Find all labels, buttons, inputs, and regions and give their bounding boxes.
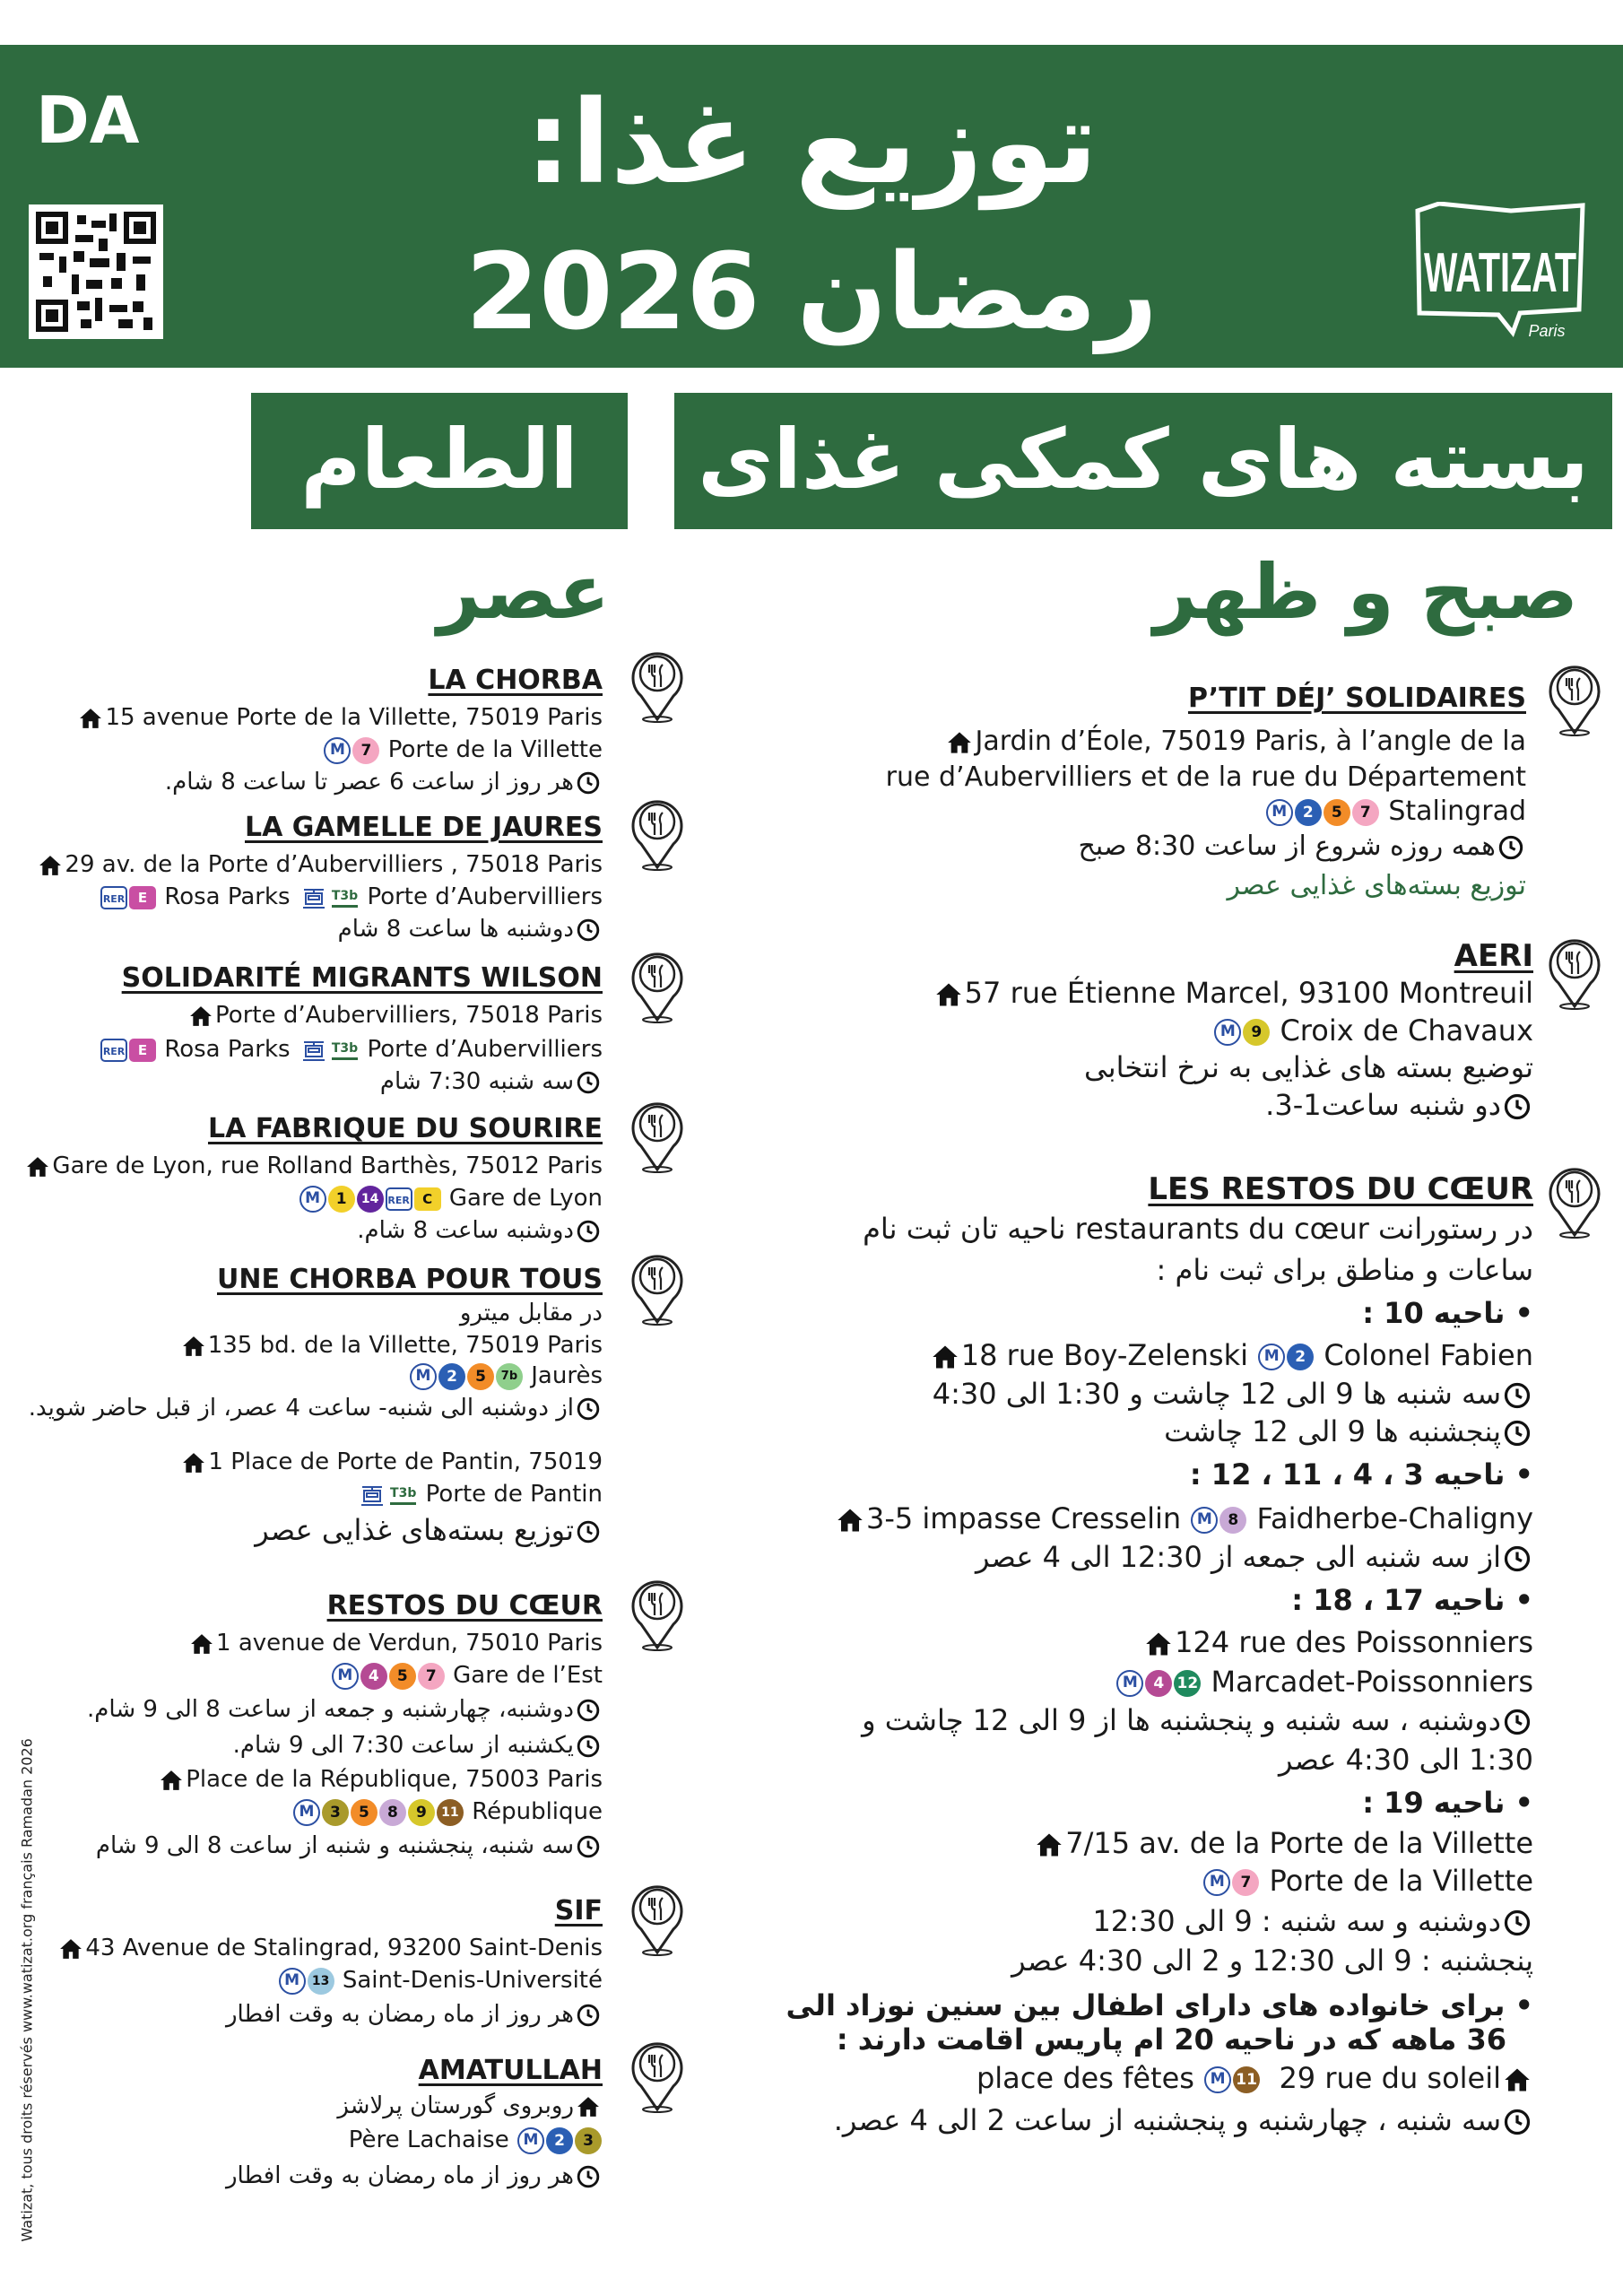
zone-19-heading: • ناحیه 19 :	[1362, 1786, 1533, 1820]
families-note: • برای خانواده های دارای اطفال بین سنین نوزاد الی	[785, 1988, 1533, 2022]
address-amatullah	[337, 2090, 603, 2122]
clock-icon	[577, 918, 600, 942]
note-une-chorba-2	[255, 1510, 603, 1550]
zone-10-schedule-2	[1164, 1412, 1533, 1451]
schedule-text: از سه شنبه الی جمعه از 12:30 الی 4 عصر	[975, 1540, 1501, 1574]
metro-icon: M	[1214, 1019, 1241, 1046]
station-name: Marcadet-Poissonniers	[1211, 1665, 1533, 1699]
home-icon	[935, 981, 962, 1008]
metro-icon: M	[299, 1186, 326, 1213]
transport-aeri	[1213, 1012, 1533, 1049]
line-13-badge: 13	[308, 1968, 334, 1995]
zone-10-heading: • ناحیه 10 :	[1362, 1296, 1533, 1330]
metro-icon: M	[1116, 1670, 1143, 1697]
transport-ptit-dej	[1265, 793, 1526, 831]
station-name: Saint-Denis-Université	[342, 1967, 603, 1994]
clock-icon	[1498, 835, 1523, 860]
section-title-food-packages: بسته های کمکی غذای	[674, 393, 1612, 529]
zone-3-heading: • ناحیه 3 ، 4 ، 11 ، 12 :	[1189, 1457, 1533, 1492]
station-name: Croix de Chavaux	[1280, 1013, 1533, 1048]
place-name-la-chorba: LA CHORBA	[428, 665, 603, 696]
line-2-badge: 2	[1287, 1344, 1314, 1370]
home-icon	[1145, 1631, 1172, 1657]
note-aeri: توضیع بسته های غذایی به نرخ انتخابی	[1084, 1050, 1533, 1084]
clock-icon	[1504, 1382, 1531, 1409]
schedule-une-chorba	[29, 1392, 603, 1424]
zone-10-schedule-1	[933, 1374, 1533, 1413]
clock-icon	[577, 1220, 600, 1243]
place-name-amatullah: AMATULLAH	[418, 2055, 603, 2086]
zone-19-schedule-1	[1092, 1901, 1533, 1941]
station-name: Rosa Parks	[164, 1036, 291, 1063]
address-line: 124 rue des Poissonniers	[1175, 1625, 1533, 1659]
schedule-text: هر روز از ماه رمضان به وقت افطار	[225, 2001, 574, 2028]
clock-icon	[577, 771, 600, 795]
schedule-restos-left-2	[233, 1729, 603, 1761]
schedule-text: دو شنبه ساعت1-3.	[1265, 1088, 1501, 1122]
zone-3-address	[834, 1500, 1533, 1537]
address-line: 18 rue Boy-Zelenski	[960, 1338, 1248, 1372]
line-1-badge: 1	[328, 1186, 355, 1213]
station-name: Gare de l’Est	[453, 1662, 603, 1689]
address-fabrique	[23, 1150, 603, 1182]
schedule-text: دوشنبه و سه شنبه : 9 الی 12:30	[1092, 1904, 1501, 1938]
address-line: 3-5 impasse Cresselin	[865, 1501, 1182, 1535]
schedule-wilson	[380, 1065, 603, 1098]
station-name: Porte de la Villette	[387, 736, 603, 763]
address-line: 1 Place de Porte de Pantin, 75019	[208, 1448, 603, 1475]
zone-label: ناحیه 19 :	[1362, 1786, 1506, 1820]
metro-icon: M	[517, 2127, 544, 2154]
metro-icon: M	[293, 1799, 320, 1826]
address-wilson	[187, 999, 603, 1031]
address-line: 57 rue Étienne Marcel, 93100 Montreuil	[964, 976, 1533, 1010]
transport-restos-left-2	[292, 1796, 603, 1828]
transport-restos-left	[331, 1659, 603, 1692]
metro-icon: M	[1203, 1869, 1230, 1896]
place-name-aeri: AERI	[1454, 938, 1533, 974]
families-schedule	[834, 2100, 1533, 2140]
line-7-badge: 7	[1352, 799, 1379, 826]
home-icon	[59, 1937, 82, 1961]
zone-3-schedule	[976, 1537, 1533, 1577]
rer-c-badge: C	[414, 1187, 441, 1211]
zone-17-transport	[1115, 1663, 1533, 1700]
metro-icon: M	[279, 1968, 306, 1995]
main-subtitle: رمضان 2026	[465, 230, 1158, 353]
line-8-badge: 8	[1219, 1507, 1246, 1534]
logo-text: WATIZAT	[1424, 242, 1577, 304]
clock-icon	[1504, 1093, 1531, 1120]
intro-restos-2: ساعات و مناطق برای ثبت نام :	[1156, 1253, 1533, 1287]
home-icon	[932, 1344, 959, 1370]
note-une-chorba: در مقابل میترو	[459, 1300, 603, 1326]
column-title-morning-noon: صبح و ظهر	[1153, 548, 1578, 636]
station-name: Porte d’Aubervilliers	[367, 1036, 603, 1063]
home-icon	[577, 2095, 600, 2118]
note-ptit-dej: توزیع بسته‌های غذایی عصر	[1227, 870, 1526, 901]
food-location-icon	[629, 2036, 685, 2113]
line-4-badge: 4	[1145, 1670, 1172, 1697]
section-title-meals: الطعام	[251, 393, 628, 529]
address-line: Jardin d’Éole, 75019 Paris, à l’angle de la	[975, 726, 1526, 757]
transport-une-chorba-2	[356, 1478, 603, 1510]
line-7-badge: 7	[418, 1663, 445, 1690]
tram-t3b-badge: T3b	[332, 1039, 358, 1060]
place-name-la-gamelle: LA GAMELLE DE JAURES	[245, 812, 603, 843]
schedule-la-gamelle	[338, 913, 603, 945]
address-line: 29 av. de la Porte d’Aubervilliers , 75018 Paris	[65, 851, 603, 878]
rer-e-badge: E	[129, 1039, 156, 1062]
line-4-badge: 4	[360, 1663, 387, 1690]
home-icon	[837, 1507, 864, 1534]
address-line: Porte d’Aubervilliers, 75018 Paris	[215, 1002, 603, 1029]
home-icon	[182, 1335, 205, 1358]
schedule-ptit-dej	[1079, 827, 1526, 866]
food-location-icon	[629, 646, 685, 723]
intro-restos: در رستورانت restaurants du cœur ناحیه تان ثبت نام	[863, 1212, 1533, 1246]
rer-e-badge: E	[129, 886, 156, 909]
families-text: برای خانواده های دارای اطفال بین سنین نوزاد الی	[785, 1988, 1506, 2022]
schedule-text: هر روز از ماه رمضان به وقت افطار	[225, 2162, 574, 2189]
food-location-icon	[1547, 659, 1602, 736]
clock-icon	[1504, 2109, 1531, 2135]
line-12-badge: 12	[1174, 1670, 1201, 1697]
zone-10-address	[929, 1336, 1533, 1374]
language-code: DA	[36, 83, 140, 158]
food-location-icon	[629, 1096, 685, 1173]
address-line: 7/15 av. de la Porte de la Villette	[1065, 1826, 1533, 1860]
schedule-text: پنجشنبه ها 9 الی 12 چاشت	[1164, 1414, 1501, 1448]
tram-icon	[359, 1483, 386, 1507]
home-icon	[190, 1632, 213, 1656]
metro-icon: M	[332, 1663, 359, 1690]
station-name: Gare de Lyon	[448, 1185, 603, 1212]
station-name: Jaurès	[531, 1362, 603, 1389]
line-11-badge: 11	[437, 1799, 464, 1826]
schedule-text: سه شنبه، پنجشنبه و شنبه از ساعت 8 الی 9 شام	[95, 1832, 574, 1859]
place-name-une-chorba: UNE CHORBA POUR TOUS	[217, 1264, 603, 1295]
address-line: 15 avenue Porte de la Villette, 75019 Paris	[105, 704, 603, 731]
home-icon	[79, 707, 102, 730]
address-ptit-dej	[944, 723, 1526, 761]
transport-la-gamelle	[100, 881, 603, 913]
station-name: République	[472, 1798, 603, 1825]
line-2-badge: 2	[1295, 799, 1322, 826]
address-line: 135 bd. de la Villette, 75019 Paris	[207, 1332, 603, 1359]
transport-une-chorba	[409, 1360, 603, 1392]
address-line: روبروی گورستان پرلاشز	[337, 2092, 574, 2119]
address-restos-left-2	[157, 1763, 603, 1796]
home-icon	[26, 1155, 49, 1178]
transport-amatullah	[349, 2124, 603, 2156]
schedule-text: دوشنبه ، سه شنبه و پنجشنبه ها از 9 الی 12 چاشت و	[862, 1703, 1501, 1737]
schedule-fabrique	[357, 1214, 603, 1247]
station-name: Porte de la Villette	[1269, 1864, 1533, 1898]
clock-icon	[1504, 1420, 1531, 1447]
place-name-restos-du-coeur: LES RESTOS DU CŒUR	[1148, 1171, 1533, 1207]
schedule-text: همه روزه شروع از ساعت 8:30 صبح	[1078, 831, 1496, 862]
schedule-text: دوشنبه ها ساعت 8 شام	[337, 916, 574, 943]
schedule-text: توزیع بسته‌های غذایی عصر	[255, 1513, 574, 1547]
clock-icon	[577, 1699, 600, 1722]
copyright-credit: Watizat, tous droits réservés www.watizat.org français Ramadan 2026	[18, 1738, 36, 2242]
home-icon	[39, 854, 62, 877]
clock-icon	[577, 2165, 600, 2188]
clock-icon	[577, 1520, 600, 1544]
tram-t3b-badge: T3b	[332, 887, 358, 908]
food-location-icon	[629, 946, 685, 1023]
schedule-text: دوشنبه ساعت 8 شام.	[357, 1217, 574, 1244]
line-14-badge: 14	[357, 1186, 384, 1213]
tram-t3b-badge: T3b	[390, 1484, 416, 1505]
zone-17-schedule-cont: 1:30 الی 4:30 عصر	[1278, 1743, 1533, 1777]
line-7b-badge: 7b	[496, 1363, 523, 1390]
food-location-icon	[629, 1248, 685, 1326]
line-7-badge: 7	[352, 737, 379, 764]
schedule-sif	[226, 1998, 603, 2031]
station-name: Porte de Pantin	[425, 1481, 603, 1508]
logo-subtext: Paris	[1528, 322, 1566, 340]
zone-17-schedule	[862, 1700, 1533, 1740]
metro-icon: M	[1204, 2066, 1231, 2093]
address-line: 1 avenue de Verdun, 75010 Paris	[216, 1630, 603, 1657]
metro-icon: M	[1266, 799, 1293, 826]
line-8-badge: 8	[379, 1799, 406, 1826]
tram-icon	[300, 1039, 327, 1062]
home-icon	[947, 730, 972, 755]
food-location-icon	[629, 1879, 685, 1956]
address-la-gamelle	[36, 848, 603, 881]
zone-17-heading: • ناحیه 17 ، 18 :	[1291, 1583, 1533, 1617]
rer-icon: RER	[100, 1039, 127, 1062]
clock-icon	[1504, 1909, 1531, 1936]
schedule-text: یکشنبه از ساعت 7:30 الی 9 شام.	[232, 1732, 574, 1759]
schedule-la-chorba	[165, 766, 603, 798]
station-name: Rosa Parks	[164, 883, 291, 910]
food-location-icon	[629, 1574, 685, 1651]
schedule-text: سه شنبه ها 9 الی 12 چاشت و 1:30 الی 4:30	[932, 1377, 1501, 1411]
address-line: rue d’Aubervilliers et de la rue du Département	[885, 761, 1526, 793]
tram-icon	[300, 886, 327, 909]
address-sif	[56, 1932, 603, 1964]
clock-icon	[577, 1071, 600, 1094]
address-line: Gare de Lyon, rue Rolland Barthès, 75012 Paris	[52, 1152, 603, 1179]
station-name: place des fêtes	[976, 2061, 1194, 2095]
address-line: 43 Avenue de Stalingrad, 93200 Saint-Denis	[85, 1935, 603, 1961]
families-note-2: 36 ماهه که در ناحیه 20 ام پاریس اقامت دارند :	[836, 2022, 1506, 2057]
line-3-badge: 3	[322, 1799, 349, 1826]
line-9-badge: 9	[1243, 1019, 1270, 1046]
schedule-text: از دوشنبه الی شنبه- ساعت 4 عصر، از قبل حاضر شوید.	[28, 1395, 574, 1422]
transport-fabrique	[299, 1182, 603, 1214]
line-5-badge: 5	[351, 1799, 378, 1826]
metro-icon: M	[410, 1363, 437, 1390]
schedule-restos-left-3	[96, 1830, 603, 1862]
schedule-aeri	[1265, 1085, 1533, 1125]
address-aeri	[933, 974, 1533, 1012]
address-la-chorba	[76, 701, 603, 734]
place-name-wilson: SOLIDARITÉ MIGRANTS WILSON	[121, 962, 603, 994]
line-7-badge: 7	[1232, 1869, 1259, 1896]
station-name: Porte d’Aubervilliers	[367, 883, 603, 910]
line-9-badge: 9	[408, 1799, 435, 1826]
zone-19-transport	[1202, 1862, 1533, 1900]
station-name: Stalingrad	[1388, 796, 1526, 827]
food-location-icon	[629, 794, 685, 871]
place-name-sif: SIF	[554, 1895, 603, 1926]
column-title-evening: عصر	[437, 548, 610, 636]
place-name-ptit-dej: P’TIT DÉJ’ SOLIDAIRES	[1187, 683, 1526, 714]
home-icon	[182, 1451, 205, 1474]
clock-icon	[577, 2004, 600, 2027]
metro-icon: M	[1191, 1507, 1218, 1534]
station-name: Père Lachaise	[348, 2126, 509, 2153]
station-name: Faidherbe-Chaligny	[1256, 1501, 1533, 1535]
line-5-badge: 5	[389, 1663, 416, 1690]
schedule-restos-left-1	[87, 1693, 603, 1726]
food-location-icon	[1547, 933, 1602, 1010]
transport-sif	[278, 1964, 603, 1996]
zone-label: ناحیه 3 ، 4 ، 11 ، 12 :	[1189, 1457, 1506, 1492]
clock-icon	[577, 1397, 600, 1421]
address-line: 29 rue du soleil	[1279, 2061, 1501, 2095]
line-2-badge: 2	[546, 2127, 573, 2154]
transport-wilson	[100, 1033, 603, 1065]
zone-19-address	[1033, 1824, 1533, 1862]
watizat-logo	[1412, 202, 1588, 354]
schedule-text: هر روز از ساعت 6 عصر تا ساعت 8 شام.	[164, 769, 574, 796]
address-une-chorba	[179, 1329, 603, 1361]
transport-la-chorba	[323, 734, 603, 766]
schedule-amatullah	[226, 2160, 603, 2192]
station-name: Colonel Fabien	[1324, 1338, 1533, 1372]
place-name-restos-du-coeur-left: RESTOS DU CŒUR	[326, 1590, 603, 1622]
metro-icon: M	[324, 737, 351, 764]
rer-icon: RER	[100, 886, 127, 909]
clock-icon	[1504, 1545, 1531, 1572]
place-name-fabrique-du-sourire: LA FABRIQUE DU SOURIRE	[207, 1113, 603, 1144]
home-icon	[1504, 2066, 1531, 2093]
clock-icon	[1504, 1709, 1531, 1735]
zone-19-schedule-2: پنجشنبه : 9 الی 12:30 و 2 الی 4:30 عصر	[1011, 1944, 1533, 1978]
address-une-chorba-2	[179, 1446, 603, 1478]
address-restos-left	[187, 1627, 603, 1659]
line-3-badge: 3	[575, 2127, 602, 2154]
families-address	[976, 2059, 1533, 2097]
zone-label: ناحیه 10 :	[1362, 1296, 1506, 1330]
metro-icon: M	[1258, 1344, 1285, 1370]
address-line: Place de la République, 75003 Paris	[186, 1766, 603, 1793]
home-icon	[1036, 1831, 1063, 1858]
schedule-text: سه شنبه 7:30 شام	[379, 1068, 574, 1095]
line-5-badge: 5	[467, 1363, 494, 1390]
qr-code[interactable]	[29, 204, 163, 339]
schedule-text: سه شنبه ، چهارشنبه و پنجشنبه از ساعت 2 الی 4 عصر.	[833, 2103, 1501, 2137]
rer-icon: RER	[386, 1187, 412, 1211]
line-5-badge: 5	[1324, 799, 1350, 826]
clock-icon	[577, 1835, 600, 1858]
clock-icon	[577, 1735, 600, 1758]
zone-17-address	[1142, 1623, 1533, 1661]
main-title: توزیع غذا:	[525, 76, 1098, 210]
food-location-icon	[1547, 1161, 1602, 1239]
line-11-badge: 11	[1233, 2066, 1260, 2093]
home-icon	[160, 1769, 183, 1792]
line-2-badge: 2	[438, 1363, 465, 1390]
schedule-text: دوشنبه، چهارشنبه و جمعه از ساعت 8 الی 9 شام.	[87, 1696, 574, 1723]
zone-label: ناحیه 17 ، 18 :	[1291, 1583, 1506, 1617]
home-icon	[189, 1004, 213, 1028]
